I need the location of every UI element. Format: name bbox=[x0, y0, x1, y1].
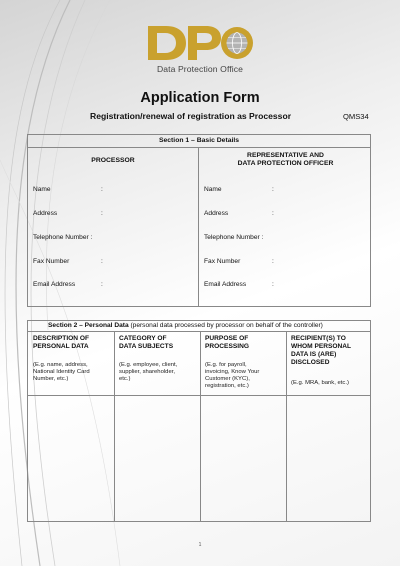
rep-name-colon: : bbox=[272, 186, 274, 193]
col2-example bbox=[119, 362, 177, 383]
col4-example bbox=[291, 380, 349, 387]
processor-heading: PROCESSOR bbox=[91, 157, 135, 164]
processor-address-colon: : bbox=[101, 210, 103, 217]
section2-heading-rest: (personal data processed by processor on behalf of the controller) bbox=[128, 322, 323, 329]
col-divider-3 bbox=[286, 332, 287, 521]
col1-example-line3: Number, etc.) bbox=[33, 376, 69, 382]
rep-email-label: Email Address bbox=[204, 281, 247, 288]
col3-example bbox=[205, 362, 259, 390]
personal-data-table bbox=[28, 332, 370, 521]
col4-title-line4: DISCLOSED bbox=[291, 359, 330, 366]
col3-title-line1: PURPOSE OF bbox=[205, 335, 249, 342]
col-divider-1 bbox=[114, 332, 115, 521]
col4-title-line3: DATA IS (ARE) bbox=[291, 351, 337, 358]
processor-fax-colon: : bbox=[101, 258, 103, 265]
col1-title bbox=[33, 335, 89, 351]
rep-telephone-label: Telephone Number : bbox=[204, 234, 264, 241]
col2-example-line3: etc.) bbox=[119, 376, 131, 382]
page-number: 1 bbox=[198, 542, 202, 548]
form-subtitle: Registration/renewal of registration as Processor bbox=[90, 111, 292, 121]
col1-title-line1: DESCRIPTION OF bbox=[33, 335, 90, 342]
col4-example-line1: (E.g. MRA, bank, etc.) bbox=[291, 380, 349, 386]
dpo-logo bbox=[140, 24, 260, 76]
col2-example-line2: supplier, shareholder, bbox=[119, 369, 175, 375]
col3-title bbox=[205, 335, 249, 351]
rep-name-label: Name bbox=[204, 186, 222, 193]
col1-example bbox=[33, 362, 90, 383]
col1-title-line2: PERSONAL DATA bbox=[33, 343, 89, 350]
processor-fax-label: Fax Number bbox=[33, 258, 70, 265]
col2-title bbox=[119, 335, 173, 351]
col3-example-line1: (E.g. for payroll, bbox=[205, 362, 247, 368]
processor-address-label: Address bbox=[33, 210, 58, 217]
rep-fax-label: Fax Number bbox=[204, 258, 241, 265]
section1-heading: Section 1 – Basic Details bbox=[28, 135, 370, 148]
rep-address-label: Address bbox=[204, 210, 229, 217]
representative-heading-line2: DATA PROTECTION OFFICER bbox=[237, 160, 334, 167]
header-row-divider bbox=[28, 395, 370, 396]
col1-example-line2: National Identity Card bbox=[33, 369, 90, 375]
section1-divider bbox=[198, 148, 199, 306]
form-title: Application Form bbox=[140, 90, 260, 106]
representative-heading-line1: REPRESENTATIVE AND bbox=[247, 152, 324, 159]
processor-telephone-label: Telephone Number : bbox=[33, 234, 93, 241]
processor-email-label: Email Address bbox=[33, 281, 76, 288]
processor-name-label: Name bbox=[33, 186, 51, 193]
form-code: QMS34 bbox=[343, 112, 369, 121]
rep-email-colon: : bbox=[272, 281, 274, 288]
processor-name-colon: : bbox=[101, 186, 103, 193]
col4-title bbox=[291, 335, 351, 367]
logo-caption: Data Protection Office bbox=[156, 64, 244, 74]
col3-example-line2: invoicing, Know Your bbox=[205, 369, 260, 375]
col1-example-line1: (E.g. name, address, bbox=[33, 362, 88, 368]
col2-title-line2: DATA SUBJECTS bbox=[119, 343, 174, 350]
col3-example-line4: registration, etc.) bbox=[205, 383, 249, 389]
col-divider-2 bbox=[200, 332, 201, 521]
col4-title-line1: RECIPIENT(S) TO bbox=[291, 335, 346, 342]
col2-example-line1: (E.g. employee, client, bbox=[119, 362, 178, 368]
rep-address-colon: : bbox=[272, 210, 274, 217]
section-personal-data bbox=[27, 320, 371, 522]
section-basic-details bbox=[27, 134, 371, 307]
col3-example-line3: Customer (KYC), bbox=[205, 376, 250, 382]
col2-title-line1: CATEGORY OF bbox=[119, 335, 167, 342]
rep-fax-colon: : bbox=[272, 258, 274, 265]
dpo-logo-icon bbox=[146, 24, 254, 62]
processor-email-colon: : bbox=[101, 281, 103, 288]
section2-heading-bold: Section 2 – Personal Data bbox=[48, 322, 129, 329]
section2-heading bbox=[28, 321, 370, 332]
col4-title-line2: WHOM PERSONAL bbox=[291, 343, 352, 350]
col3-title-line2: PROCESSING bbox=[205, 343, 249, 350]
